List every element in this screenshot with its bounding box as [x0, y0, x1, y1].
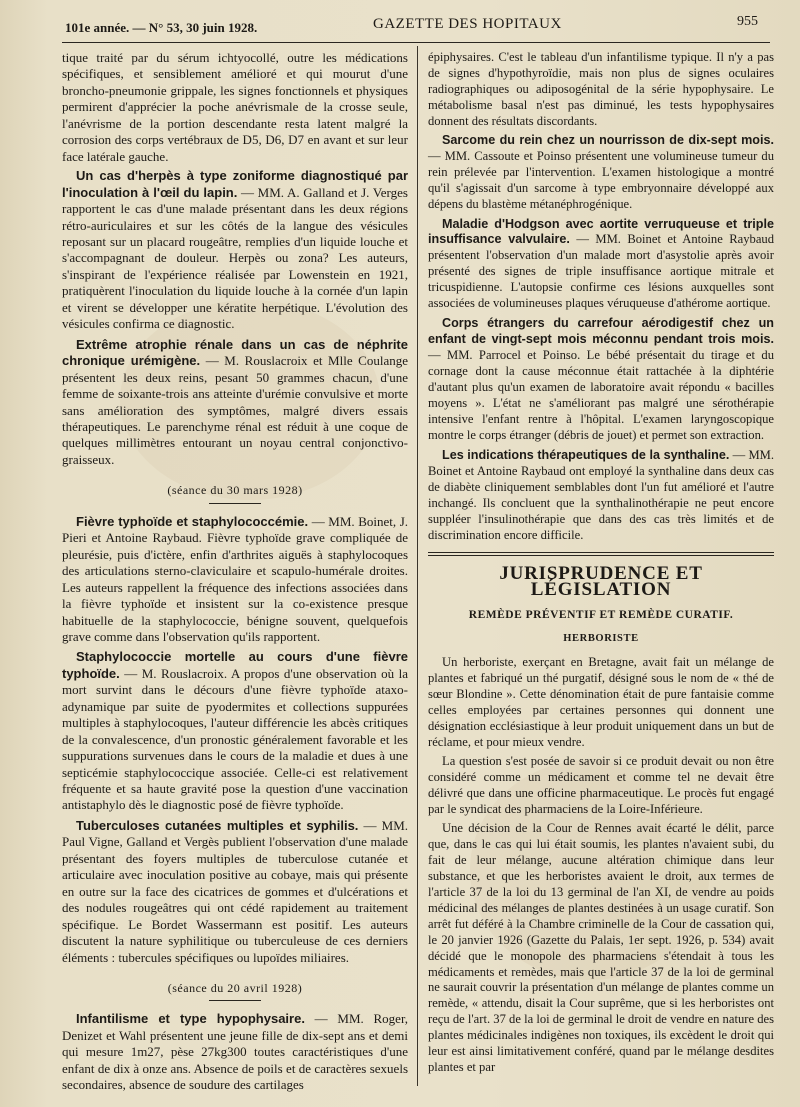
abstract [428, 217, 774, 313]
abstract-authors: — MM. A. Galland et J. Verges [241, 184, 408, 200]
abstract-text: présentent les deux reins, pesant 50 grammes chacun, d'une femme de soixante-trois ans atteinte d'urémie convulsive et morte sans amélioration des symptômes, malgré divers essais thérapeutiques. Le parenchyme rénal est réduit à une coque de quelques millimètres entourant un noyau central conjonctivo-graisseux. [62, 369, 408, 467]
section-title: JURISPRUDENCE ET LÉGISLATION [499, 562, 703, 600]
abstract-text: rapportent le cas d'une malade présentant dans les deux régions rétro-auriculaires et sur les côtés de la langue des vésicules reposant sur un placard rougeâtre, remplies d'un liquide louche et s'accompagnant de douleur. Herpès ou zona? Les auteurs, s'inspirant de l'expérience réalisée par Lowenstein en 1921, pratiquèrent l'inoculation du liquide louche à la cornée d'un lapin et virent se développer une kératite herpétique. L'évolution des vésicules confirma ce diagnostic. [62, 201, 408, 332]
abstract-text: Fièvre typhoïde grave compliquée de pleurésie, puis d'ictère, enfin d'arthrites aiguës à staphylocoques des articulations sterno-claviculaire et scapulo-humérale droites. Les auteurs rappellent la fréquence des infections associées dans la fièvre typhoïde et insistent sur la co-existence presque habituelle de la staphylococcie, bénigne souvent, quelquefois grave comme dans l'observation qu'ils rapportent. [62, 530, 409, 644]
abstract-authors: — MM. Boinet et Antoine Raybaud [576, 232, 775, 247]
abstract-authors: — MM. Boinet, J. Pieri et Antoine Raybaud. [62, 513, 409, 546]
abstract-title: Infantilisme et type hypophysaire. [76, 1011, 305, 1027]
paragraph: La question s'est posée de savoir si ce produit devait ou non être considéré comme un médicament et comme tel ne devait être délivré que dans une officine pharmaceutique. Le procès fut engagé par le syndicat des pharmaciens de la Loire-Inférieure. [428, 754, 774, 816]
abstract-text: présentent l'observation d'un malade mort d'asystolie après avoir présenté des signes de triple insuffisance aortique mitrale et tricuspidienne. L'autopsie confirme ces lésions auxquelles sont associées de volumineuses plaques véruqueuse d'athérome aortique. [428, 248, 774, 311]
paragraph: Une décision de la Cour de Rennes avait écarté le délit, parce que, dans le cas qui lui était soumis, les plantes n'avaient subi, du fait de leur mélange, aucune altération chimique dans leur substance, et que les herboristes avaient le droit, aux termes de l'article 37 de la loi du 13 germinal de l'an XI, de vendre au poids médicinal des mélanges de plantes destinées à un usage curatif. Son arrêt fut déféré à la Chambre criminelle de la Cour de cassation qui, le 20 janvier 1926 (Gazette du Palais, 1er sept. 1926, p. 534) avait décidé que le monopole des pharmaciens s'étendait à tous les médicaments et remèdes, mais que l'article 37 de la loi de germinal ne saurait couvrir la présentation d'un mélange de plantes comme un remède, « attendu, disait la Cour suprême, que si les herboristes ont reçu de l'art. 37 de la loi de germinal le droit de vendre en nature des plantes médicinales indigènes non toxiques, ils excèdent le droit qui leur est ainsi limitativement conféré, quand par le mélange desdites plantes et par [428, 820, 774, 1075]
abstract [62, 649, 408, 814]
abstract-authors: — M. Rouslacroix. [124, 665, 228, 681]
section-double-rule [428, 552, 774, 556]
abstract [62, 818, 408, 966]
column-divider [417, 46, 418, 1086]
abstract [428, 133, 774, 213]
session-heading: (séance du 20 avril 1928) [167, 981, 303, 996]
paragraph: épiphysaires. C'est le tableau d'un infantilisme typique. Il n'y a pas de signes d'hypothyroïdie, mais non plus de signes oculaires radiographiques ou adiposogénital de la série hypophysaire. Le métabolisme basal n'est pas diminué, les tests hypophysaires donnent des résultats discordants. [428, 50, 774, 128]
abstract [62, 1011, 408, 1093]
abstract-text: ont employé la synthaline dans deux cas de diabète cliniquement semblables dont l'un fut amélioré et l'autre inchangé. Ils concluent que la synthalinothérapie ne peut encore suppléer l'insulinothérapie que dans des cas très limités et de discrimination encore difficile. [428, 463, 774, 542]
abstract-title: Les indications thérapeutiques de la synthaline. [442, 447, 730, 462]
abstract-authors: — MM. Parrocel et Poinso. [428, 348, 581, 363]
paragraph: Un herboriste, exerçant en Bretagne, avait fait un mélange de plantes et fabriqué un thé purgatif, désigné sous le nom de « thé de sœur Blondine ». Cette dénomination était de pure fantaisie comme celles employées par certaines personnes qui donnent une désignation ecclésiastique à leur produit uniquement dans un but de réclame, et pour mieux vendre. [428, 655, 774, 750]
abstract [62, 168, 408, 333]
running-header [55, 6, 770, 42]
abstract-title: Staphylococcie mortelle au cours d'une fièvre typhoïde. [62, 649, 408, 681]
abstract [62, 337, 408, 469]
abstract-title: Un cas d'herpès à type zoniforme diagnostiqué par l'inoculation à l'œil du lapin. [62, 168, 408, 200]
abstract-authors: — MM. Boinet et Antoine Raybaud [428, 447, 774, 478]
session-rule [209, 503, 261, 504]
left-column [62, 50, 408, 1098]
abstract-text: présentent une jeune fille de dix-sept ans et demi qui mesure 1m27, pèse 27kg300 toutes caractéristiques d'une enfant de dix à onze ans. Absence de poils et de caractères sexuels secondaires, absence de soudure des cartilages [62, 1027, 408, 1093]
abstract-title: Corps étrangers du carrefour aérodigestif chez un enfant de vingt-sept mois méconnu pendant trois mois. [428, 316, 774, 347]
abstract-text: Le bébé présentait du tirage et du cornage dont la cause méconnue était rattachée à la diphtérie d'autant plus qu'un examen de laboratoire avait répondu « bacilles moyens ». L'état ne s'améliorant pas malgré une sérothérapie intensive l'enfant rentre à l'hôpital. L'examen laryngoscopique montre le corps étranger (débris de jouet) et permet son extraction. [428, 348, 774, 442]
abstract-title: Extrême atrophie rénale dans un cas de néphrite chronique urémigène. [62, 336, 408, 369]
abstract-text: A propos d'une observation où la mort survint dans le décours d'une fièvre typhoïde ataxo-adynamique par suite de pyodermites et collections suppurées multiples à staphylocoques, l'auteur différencie les abcès critiques de la convalescence, d'un pronostic généralement favorable et les suppurations survenues dans le cours de la maladie et dues à une septicémie staphylococcique associée. Celle-ci est relativement fréquente et sa haute gravité pose la question d'une vaccination antistaphylo dès le diagnostic posé de fièvre typhoïde. [62, 665, 408, 813]
abstract-title: Fièvre typhoïde et staphylococcémie. [76, 513, 309, 529]
paragraph: tique traité par du sérum ichtyocollé, outre les médications spécifiques, et sensiblement amélioré et qui mourut d'une broncho-pneumonie grippale, les signes fonctionnels et physiques permirent d'apprécier la poche anévrismale de la crosse seule, l'anévrisme de la portion descendante resta latent malgré la corrosion des corps vertébraux de D5, D6, D7 en avant et sur leur face latérale gauche. [62, 50, 408, 164]
abstract-text: présentent une volumineuse tumeur du rein prélevée par l'intervention. L'examen histologique a montré qu'il s'agissait d'un sarcome à type embryonnaire développé aux dépens du blastème métanéphrogénique. [428, 148, 775, 211]
header-rule [62, 42, 770, 43]
abstract-authors: — M. Rouslacroix et Mlle Coulange [205, 353, 408, 369]
abstract-title: Tuberculoses cutanées multiples et syphilis. [76, 817, 359, 833]
abstract-title: Sarcome du rein chez un nourrisson de dix-sept mois. [442, 132, 774, 147]
abstract-title: Maladie d'Hodgson avec aortite verruqueuse et triple insuffisance valvulaire. [428, 216, 774, 247]
abstract-authors: — MM. Roger, Denizet et Wahl [62, 1011, 408, 1043]
abstract [428, 448, 774, 544]
abstract-authors: — MM. Paul Vigne, Galland et Vergès [62, 817, 409, 850]
journal-title: GAZETTE DES HOPITAUX [373, 16, 562, 32]
issue-info: 101e année. — N° 53, 30 juin 1928. [65, 20, 258, 35]
abstract-authors: — MM. Cassoute et Poinso [428, 148, 572, 163]
abstract-text: publient l'observation d'une malade présentant des foyers multiples de tuberculose cutanée et articulaire avec inoculation positive au cobaye, mais qui présente en outre sur la face des cicatrices de gommes et d'ulcérations et des nodules rougeâtres qui ont cédé rapidement au traitement spécifique. Le Bordet Wassermann est positif. Les auteurs discutent la nature syphilitique ou tuberculeuse de ces derniers éléments : tubercules spécifiques ou lupoïdes miliaires. [62, 834, 409, 965]
article-heading: REMÈDE PRÉVENTIF ET REMÈDE CURATIF. [468, 608, 734, 621]
abstract [62, 514, 408, 646]
abstract [428, 316, 774, 444]
session-heading: (séance du 30 mars 1928) [167, 483, 303, 498]
right-column [428, 50, 774, 1079]
session-rule [209, 1000, 261, 1001]
article-subheading: HERBORISTE [563, 633, 639, 645]
page-number: 955 [737, 14, 758, 29]
